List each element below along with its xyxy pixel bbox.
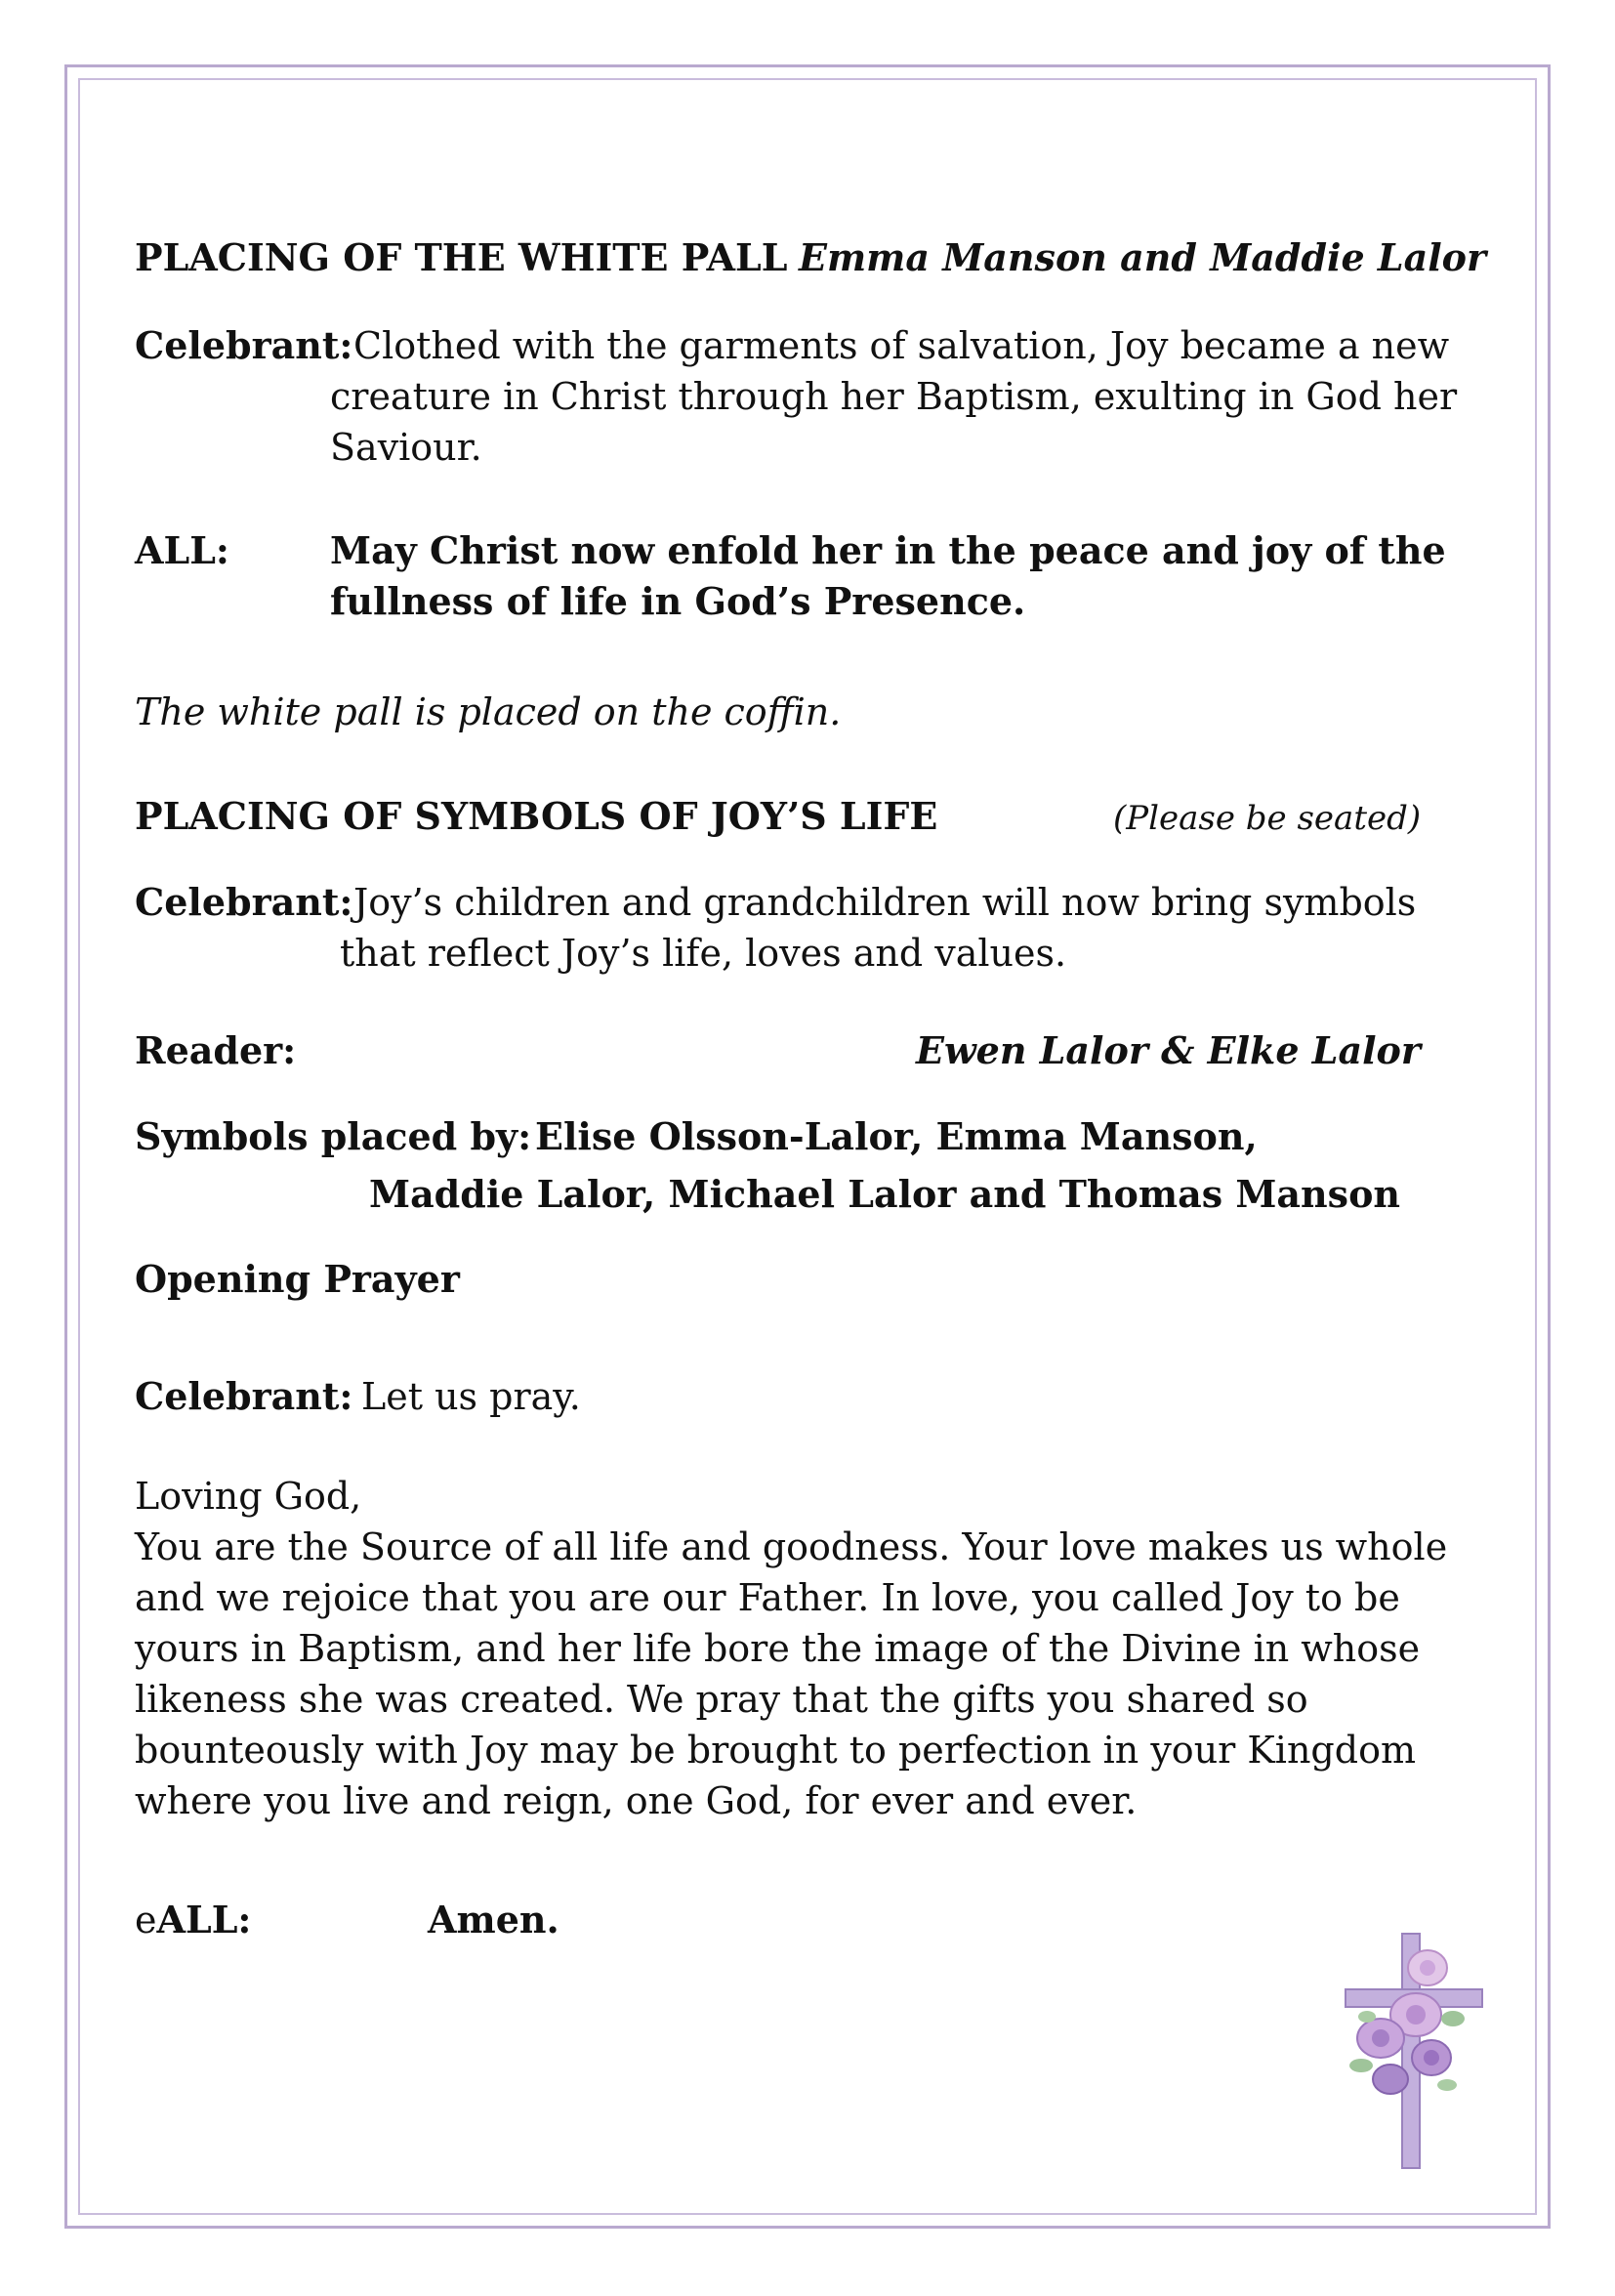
reader-names: Ewen Lalor & Elke Lalor bbox=[916, 1028, 1421, 1072]
symbols-placed-line-1: Elise Olsson-Lalor, Emma Manson, bbox=[535, 1114, 1258, 1158]
pall-names: Emma Manson and Maddie Lalor bbox=[799, 235, 1487, 279]
pall-celebrant-label: Celebrant: bbox=[135, 323, 353, 367]
prayer-all-row bbox=[135, 1895, 251, 1945]
prayer-line-5: likeness she was created. We pray that the gifts you shared so bbox=[135, 1678, 1308, 1721]
cross-with-roses-icon bbox=[1338, 1929, 1494, 2173]
prayer-amen: Amen. bbox=[428, 1898, 559, 1941]
pall-all-line-2: fullness of life in God’s Presence. bbox=[330, 579, 1026, 623]
reader-label: Reader: bbox=[135, 1028, 297, 1072]
prayer-celebrant-label: Celebrant: bbox=[135, 1374, 353, 1418]
symbols-celebrant-line-2: that reflect Joy’s life, loves and values. bbox=[340, 932, 1067, 975]
pall-celebrant-line-2: creature in Christ through her Baptism, exulting in God her bbox=[330, 375, 1458, 418]
prayer-heading: Opening Prayer bbox=[135, 1257, 460, 1301]
pall-celebrant-line-1: Clothed with the garments of salvation, Joy became a new bbox=[353, 324, 1450, 367]
prayer-line-1: Loving God, bbox=[135, 1475, 362, 1518]
symbols-note: (Please be seated) bbox=[1113, 799, 1422, 838]
prayer-celebrant-text: Let us pray. bbox=[361, 1375, 581, 1418]
prayer-line-6: bounteously with Joy may be brought to perfection in your Kingdom bbox=[135, 1729, 1416, 1772]
symbols-celebrant-line-1: Joy’s children and grandchildren will now bring symbols bbox=[353, 881, 1417, 924]
prayer-all-prefix: e bbox=[135, 1899, 157, 1941]
pall-celebrant-line-3: Saviour. bbox=[330, 426, 482, 469]
pall-all-label: ALL: bbox=[135, 528, 229, 572]
prayer-all-label: ALL: bbox=[156, 1898, 252, 1941]
pall-rubric: The white pall is placed on the coffin. bbox=[135, 690, 842, 733]
symbols-placed-line-2: Maddie Lalor, Michael Lalor and Thomas Manson bbox=[369, 1172, 1401, 1216]
prayer-line-2: You are the Source of all life and goodness. Your love makes us whole bbox=[135, 1525, 1448, 1568]
prayer-line-4: yours in Baptism, and her life bore the image of the Divine in whose bbox=[135, 1627, 1421, 1670]
prayer-line-3: and we rejoice that you are our Father. In love, you called Joy to be bbox=[135, 1576, 1400, 1619]
symbols-celebrant-label: Celebrant: bbox=[135, 880, 353, 924]
symbols-placed-label: Symbols placed by: bbox=[135, 1114, 532, 1158]
symbols-heading: PLACING OF SYMBOLS OF JOY’S LIFE bbox=[135, 794, 938, 838]
prayer-line-7: where you live and reign, one God, for ever and ever. bbox=[135, 1779, 1138, 1822]
pall-heading: PLACING OF THE WHITE PALL bbox=[135, 235, 788, 279]
pall-all-line-1: May Christ now enfold her in the peace and joy of the bbox=[330, 528, 1446, 572]
